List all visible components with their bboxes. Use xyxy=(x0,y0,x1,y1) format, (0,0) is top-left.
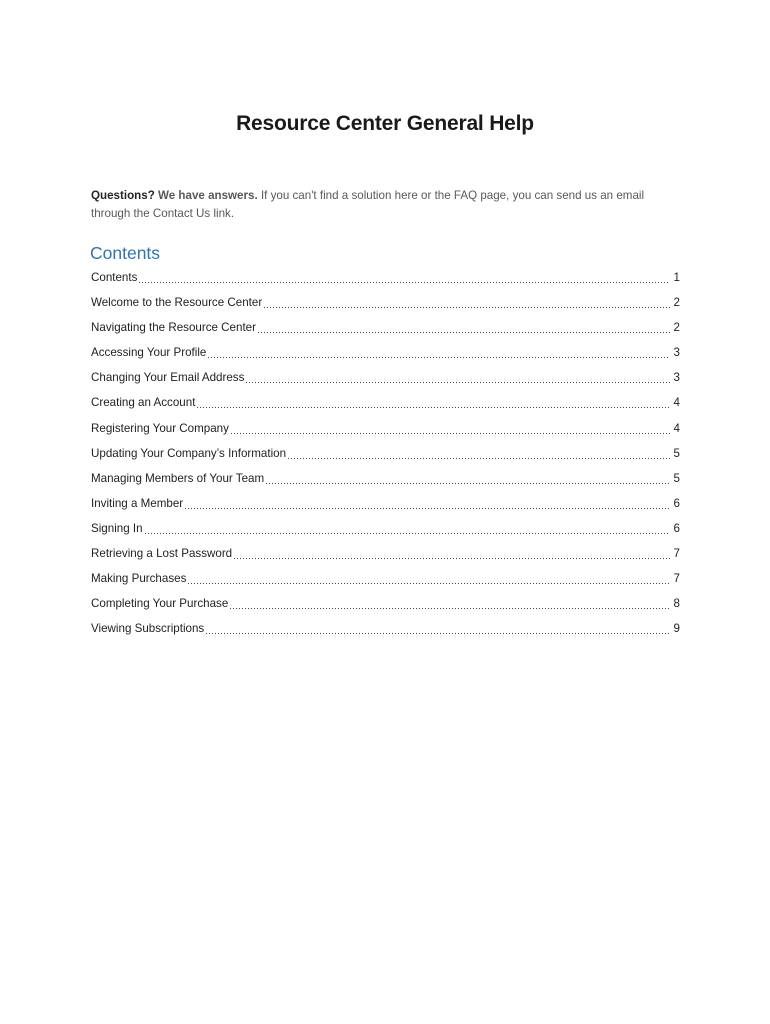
toc-page-number: 2 xyxy=(673,296,680,310)
toc-page-number: 4 xyxy=(673,396,680,410)
toc-entry-label: Completing Your Purchase xyxy=(91,597,229,611)
toc-entry-making-purchases[interactable] xyxy=(91,566,680,591)
toc-dot-leader xyxy=(264,290,670,315)
document-title: Resource Center General Help xyxy=(236,112,534,136)
toc-entry-navigating[interactable] xyxy=(91,315,680,340)
toc-page-number: 9 xyxy=(673,622,680,636)
toc-entry-changing-email[interactable] xyxy=(91,365,680,390)
toc-dot-leader xyxy=(139,265,670,290)
toc-entry-registering-company[interactable] xyxy=(91,416,680,441)
toc-entry-viewing-subscriptions[interactable] xyxy=(91,616,680,641)
toc-entry-welcome[interactable] xyxy=(91,290,680,315)
toc-page-number: 3 xyxy=(673,371,680,385)
toc-page-number: 8 xyxy=(673,597,680,611)
toc-entry-updating-company[interactable] xyxy=(91,441,680,466)
toc-entry-label: Contents xyxy=(91,271,138,284)
toc-entry-label: Accessing Your Profile xyxy=(91,346,207,360)
toc-dot-leader xyxy=(288,441,670,466)
toc-dot-leader xyxy=(145,516,670,541)
toc-entry-label: Navigating the Resource Center xyxy=(91,321,256,335)
intro-body: If you can't find a solution here or the FAQ page, you can send us an email through the Contact Us link. xyxy=(91,189,645,220)
toc-entry-label: Changing Your Email Address xyxy=(91,371,245,385)
toc-entry-label: Viewing Subscriptions xyxy=(91,622,205,636)
toc-page-number: 2 xyxy=(673,321,680,335)
toc-entry-accessing-profile[interactable] xyxy=(91,340,680,365)
toc-entry-label: Updating Your Company’s Information xyxy=(91,446,287,460)
toc-dot-leader xyxy=(266,466,670,491)
toc-dot-leader xyxy=(231,416,670,441)
toc-page-number: 7 xyxy=(673,572,680,586)
toc-entry-label: Managing Members of Your Team xyxy=(91,471,265,485)
toc-dot-leader xyxy=(208,340,670,365)
toc-entry-contents[interactable] xyxy=(91,265,680,290)
toc-entry-retrieving-password[interactable] xyxy=(91,541,680,566)
toc-entry-label: Signing In xyxy=(91,521,143,535)
toc-page-number: 5 xyxy=(673,471,680,485)
toc-entry-creating-account[interactable] xyxy=(91,390,680,415)
table-of-contents xyxy=(91,265,680,641)
toc-page-number: 5 xyxy=(673,446,680,460)
toc-entry-label: Creating an Account xyxy=(91,396,196,410)
toc-page-number: 6 xyxy=(673,496,680,510)
toc-dot-leader xyxy=(230,591,670,616)
intro-answer: We have answers. xyxy=(158,189,258,202)
toc-dot-leader xyxy=(258,315,670,340)
toc-entry-managing-members[interactable] xyxy=(91,466,680,491)
toc-entry-label: Inviting a Member xyxy=(91,496,184,510)
toc-dot-leader xyxy=(234,541,670,566)
toc-entry-label: Retrieving a Lost Password xyxy=(91,547,233,561)
toc-dot-leader xyxy=(246,365,670,390)
toc-heading: Contents xyxy=(90,243,161,263)
toc-entry-completing-purchase[interactable] xyxy=(91,591,680,616)
toc-entry-label: Registering Your Company xyxy=(91,421,229,435)
toc-page-number: 7 xyxy=(673,547,680,561)
toc-dot-leader xyxy=(188,566,670,591)
toc-dot-leader xyxy=(185,491,670,516)
toc-page-number: 3 xyxy=(673,346,680,360)
toc-entry-inviting-member[interactable] xyxy=(91,491,680,516)
toc-dot-leader xyxy=(197,390,670,415)
toc-page-number: 4 xyxy=(673,421,680,435)
toc-entry-signing-in[interactable] xyxy=(91,516,680,541)
intro-paragraph xyxy=(91,187,683,223)
toc-entry-label: Making Purchases xyxy=(91,572,187,586)
toc-entry-label: Welcome to the Resource Center xyxy=(91,296,263,310)
toc-page-number: 1 xyxy=(673,271,680,284)
intro-question: Questions? xyxy=(91,189,155,202)
toc-dot-leader xyxy=(206,616,670,641)
toc-page-number: 6 xyxy=(673,521,680,535)
